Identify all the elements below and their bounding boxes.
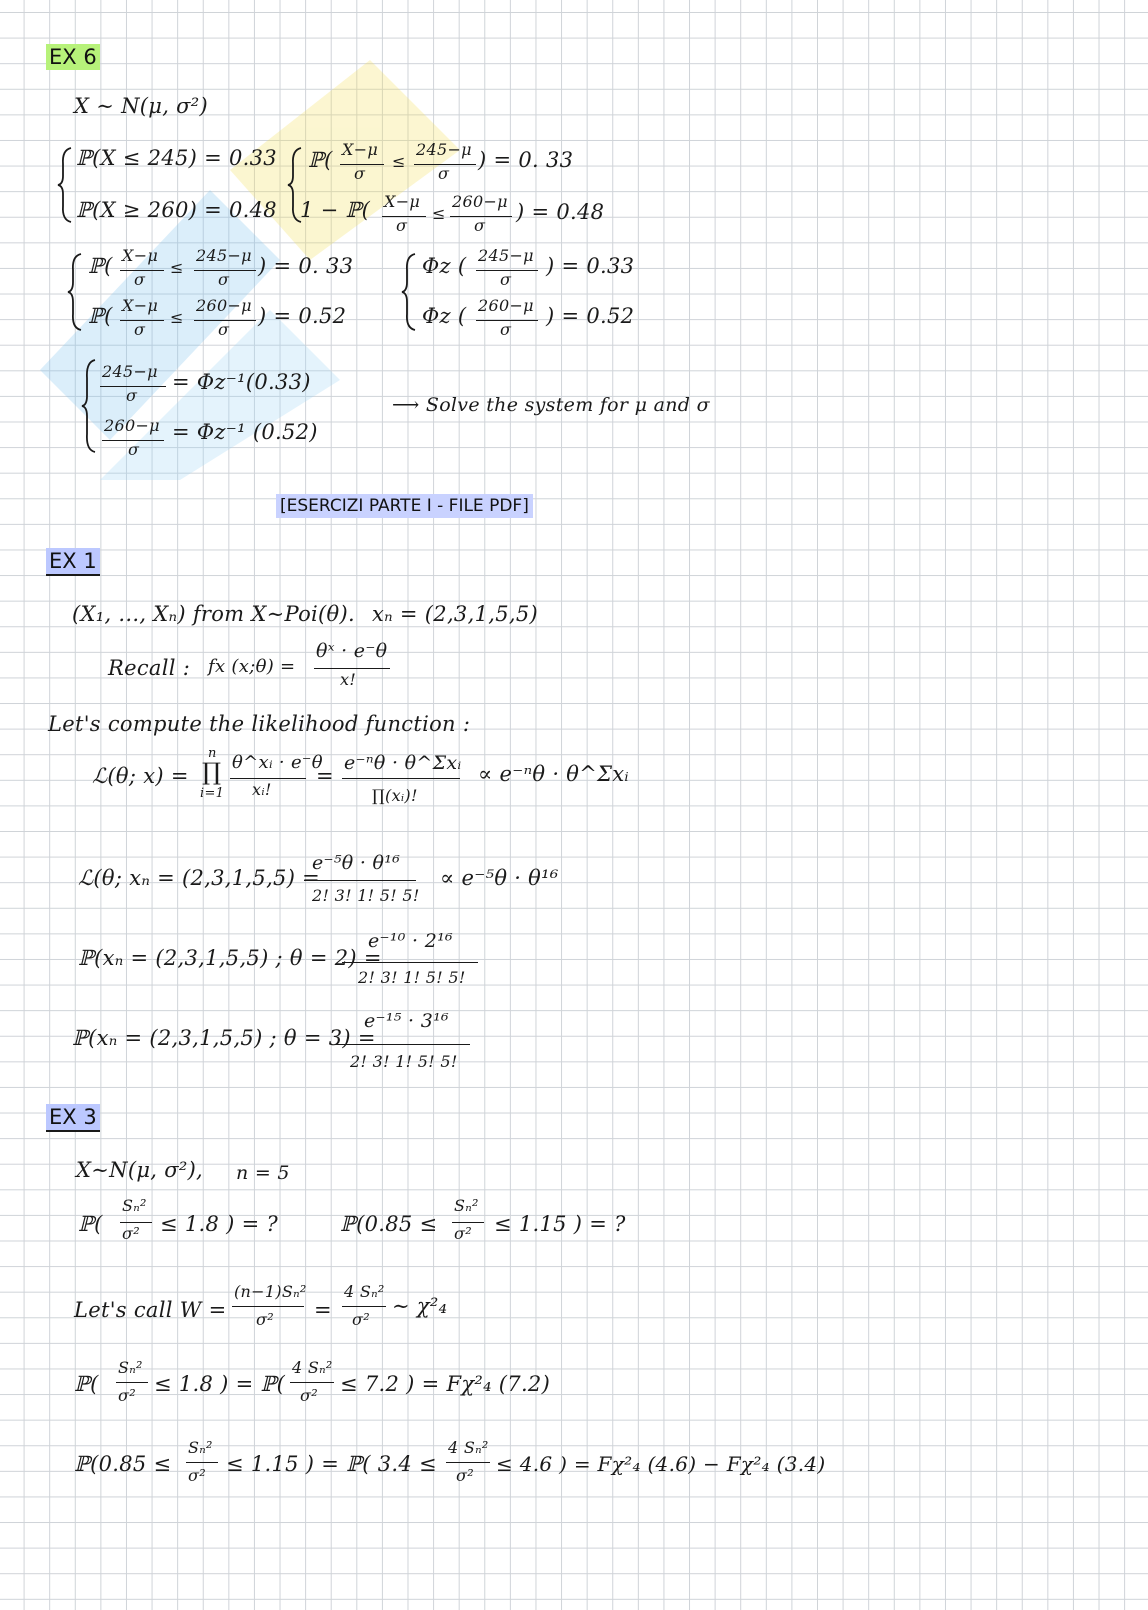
ex6-sys5-eq2-rhs: = Φz⁻¹ (0.52) xyxy=(172,420,318,444)
fraction-numerator: e⁻¹⁵ · 3¹⁶ xyxy=(364,1010,449,1032)
leq-sign: ≤ xyxy=(170,308,184,327)
fraction-denominator: σ xyxy=(218,270,230,289)
fraction-numerator: e⁻ⁿθ · θ^Σxᵢ xyxy=(344,752,462,774)
fraction-numerator: θˣ · e⁻θ xyxy=(316,640,388,662)
fraction-numerator: e⁻¹⁰ · 2¹⁶ xyxy=(368,930,453,952)
ex3-r2-post: ≤ 4.6 ) = Fχ²₄ (4.6) − Fχ²₄ (3.4) xyxy=(496,1452,826,1476)
fraction-numerator: X−μ xyxy=(342,140,379,159)
fraction-denominator: σ xyxy=(500,270,512,289)
fraction-denominator: σ xyxy=(474,216,486,235)
fraction-numerator: 260−μ xyxy=(452,192,508,211)
ex3-r1-mid: ≤ 1.8 ) = ℙ( xyxy=(154,1372,286,1396)
leq-sign: ≤ xyxy=(392,152,406,171)
section-title: [ESERCIZI PARTE I - FILE PDF] xyxy=(276,494,533,518)
ex6-sys4-eq2-post: ) = 0.52 xyxy=(546,304,635,328)
fraction-bar xyxy=(230,778,306,779)
product-sign: ∏ xyxy=(202,758,222,786)
fraction-denominator: σ² xyxy=(456,1466,474,1485)
ex3-q2-pre: ℙ(0.85 ≤ xyxy=(340,1212,438,1236)
fraction-denominator: σ² xyxy=(118,1386,136,1405)
fraction-numerator: Sₙ² xyxy=(118,1358,143,1377)
fraction-bar xyxy=(290,1382,334,1383)
ex3-w-lhs: Let's call W = xyxy=(74,1298,227,1322)
ex3-q1-post: ≤ 1.8 ) = ? xyxy=(160,1212,279,1236)
ex6-sys4-eq1-pre: Φz ( xyxy=(422,254,467,278)
fraction-numerator: 245−μ xyxy=(478,246,534,265)
ex1-recall-lhs: fx (x;θ) = xyxy=(208,656,296,677)
ex6-sys5-eq1-rhs: = Φz⁻¹(0.33) xyxy=(172,370,311,394)
left-brace xyxy=(66,252,86,332)
fraction-numerator: 245−μ xyxy=(196,246,252,265)
ex3-r2-mid: ≤ 1.15 ) = ℙ( 3.4 ≤ xyxy=(226,1452,437,1476)
fraction-denominator: σ xyxy=(438,164,450,183)
fraction-bar xyxy=(304,880,416,881)
fraction-denominator: σ² xyxy=(454,1224,472,1243)
fraction-numerator: (n−1)Sₙ² xyxy=(234,1282,307,1301)
fraction-bar xyxy=(452,1222,484,1223)
ex6-header: EX 6 xyxy=(46,44,100,70)
ex6-sys4-eq2-pre: Φz ( xyxy=(422,304,467,328)
ex1-likelihood-prop: ∝ e⁻ⁿθ · θ^Σxᵢ xyxy=(478,762,629,786)
fraction-numerator: 260−μ xyxy=(196,296,252,315)
ex1-likelihood-lhs: ℒ(θ; x) = xyxy=(92,764,189,788)
fraction-denominator: σ² xyxy=(188,1466,206,1485)
fraction-numerator: θ^xᵢ · e⁻θ xyxy=(232,752,323,773)
fraction-denominator: σ xyxy=(134,270,146,289)
fraction-numerator: 4 Sₙ² xyxy=(344,1282,385,1301)
fraction-numerator: Sₙ² xyxy=(188,1438,213,1457)
fraction-numerator: Sₙ² xyxy=(454,1196,479,1215)
ex1-sample: (X₁, ..., Xₙ) from X∼Poi(θ). xyxy=(72,602,355,626)
fraction-denominator: σ xyxy=(500,320,512,339)
fraction-denominator: σ² xyxy=(122,1224,140,1243)
ex6-sys2-eq2-post: ) = 0.48 xyxy=(516,200,605,224)
fraction-denominator: σ xyxy=(128,440,140,459)
fraction-numerator: X−μ xyxy=(384,192,421,211)
ex1-header: EX 1 xyxy=(46,548,100,576)
left-brace xyxy=(400,252,420,332)
fraction-bar xyxy=(342,962,478,963)
fraction-bar xyxy=(446,1462,490,1463)
fraction-denominator: 2! 3! 1! 5! 5! xyxy=(350,1052,458,1071)
ex3-distribution: X∼N(μ, σ²), xyxy=(76,1158,204,1182)
ex1-observed: xₙ = (2,3,1,5,5) xyxy=(372,602,538,626)
ex6-sys3-eq1-pre: ℙ( xyxy=(88,254,113,278)
fraction-numerator: e⁻⁵θ · θ¹⁶ xyxy=(312,852,401,874)
fraction-denominator: 2! 3! 1! 5! 5! xyxy=(358,968,466,987)
equals-sign: = xyxy=(314,1298,332,1322)
fraction-denominator: x! xyxy=(340,670,357,689)
ex6-sys3-eq1-post: ) = 0. 33 xyxy=(258,254,354,278)
fraction-numerator: X−μ xyxy=(122,296,159,315)
left-brace xyxy=(80,358,100,454)
fraction-denominator: ∏(xᵢ)! xyxy=(372,786,418,805)
ex6-sys2-eq2-pre: 1 − ℙ( xyxy=(300,198,371,222)
left-brace xyxy=(56,146,76,224)
leq-sign: ≤ xyxy=(170,258,184,277)
ex3-q2-post: ≤ 1.15 ) = ? xyxy=(494,1212,626,1236)
ex1-prob-theta3-lhs: ℙ(xₙ = (2,3,1,5,5) ; θ = 3) = xyxy=(72,1026,376,1050)
ex6-distribution: X ∼ N(μ, σ²) xyxy=(74,94,209,118)
fraction-numerator: 260−μ xyxy=(478,296,534,315)
ex3-r2-pre: ℙ(0.85 ≤ xyxy=(74,1452,172,1476)
fraction-numerator: X−μ xyxy=(122,246,159,265)
fraction-bar xyxy=(336,1044,470,1045)
fraction-denominator: xᵢ! xyxy=(252,780,272,799)
fraction-bar xyxy=(116,1382,148,1383)
fraction-numerator: 4 Sₙ² xyxy=(448,1438,489,1457)
ex6-sys2-eq1-pre: ℙ( xyxy=(308,148,333,172)
ex1-prob-theta2-lhs: ℙ(xₙ = (2,3,1,5,5) ; θ = 2) = xyxy=(78,946,382,970)
ex6-sys1-eq2: ℙ(X ≥ 260) = 0.48 xyxy=(76,198,277,222)
fraction-denominator: σ xyxy=(396,216,408,235)
ex3-r1-pre: ℙ( xyxy=(74,1372,99,1396)
leq-sign: ≤ xyxy=(432,204,446,223)
fraction-bar xyxy=(120,1222,152,1223)
ex3-sample-size: n = 5 xyxy=(236,1162,290,1184)
ex6-sys1-eq1: ℙ(X ≤ 245) = 0.33 xyxy=(76,146,277,170)
fraction-numerator: 260−μ xyxy=(104,416,160,435)
fraction-denominator: σ xyxy=(134,320,146,339)
ex1-likelihood-observed-prop: ∝ e⁻⁵θ · θ¹⁶ xyxy=(440,866,559,890)
fraction-numerator: 4 Sₙ² xyxy=(292,1358,333,1377)
ex6-sys3-eq2-pre: ℙ( xyxy=(88,304,113,328)
fraction-denominator: σ² xyxy=(352,1310,370,1329)
fraction-bar xyxy=(232,1306,304,1307)
fraction-denominator: σ xyxy=(126,386,138,405)
ex3-header: EX 3 xyxy=(46,1104,100,1132)
ex1-likelihood-intro: Let's compute the likelihood function : xyxy=(48,712,471,736)
fraction-numerator: 245−μ xyxy=(102,362,158,381)
ex6-sys2-eq1-post: ) = 0. 33 xyxy=(478,148,574,172)
ex3-w-distribution: ∼ χ²₄ xyxy=(392,1294,448,1318)
fraction-numerator: 245−μ xyxy=(416,140,472,159)
fraction-bar xyxy=(314,668,390,669)
fraction-denominator: σ² xyxy=(300,1386,318,1405)
fraction-denominator: 2! 3! 1! 5! 5! xyxy=(312,886,420,905)
fraction-bar xyxy=(186,1462,218,1463)
ex6-sys4-eq1-post: ) = 0.33 xyxy=(546,254,635,278)
ex6-sys3-eq2-post: ) = 0.52 xyxy=(258,304,347,328)
equals-sign: = xyxy=(316,764,334,788)
ex3-r1-post: ≤ 7.2 ) = Fχ²₄ (7.2) xyxy=(340,1372,551,1396)
fraction-bar xyxy=(342,1306,386,1307)
fraction-bar xyxy=(342,778,460,779)
fraction-denominator: σ xyxy=(218,320,230,339)
product-lower: i=1 xyxy=(200,786,225,801)
fraction-denominator: σ xyxy=(354,164,366,183)
ex1-recall-label: Recall : xyxy=(108,656,191,680)
fraction-denominator: σ² xyxy=(256,1310,274,1329)
ex1-likelihood-observed-lhs: ℒ(θ; xₙ = (2,3,1,5,5) = xyxy=(78,866,321,890)
fraction-numerator: Sₙ² xyxy=(122,1196,147,1215)
solve-note: ⟶ Solve the system for μ and σ xyxy=(392,394,710,416)
ex3-q1-pre: ℙ( xyxy=(78,1212,103,1236)
product-upper: n xyxy=(208,746,217,761)
